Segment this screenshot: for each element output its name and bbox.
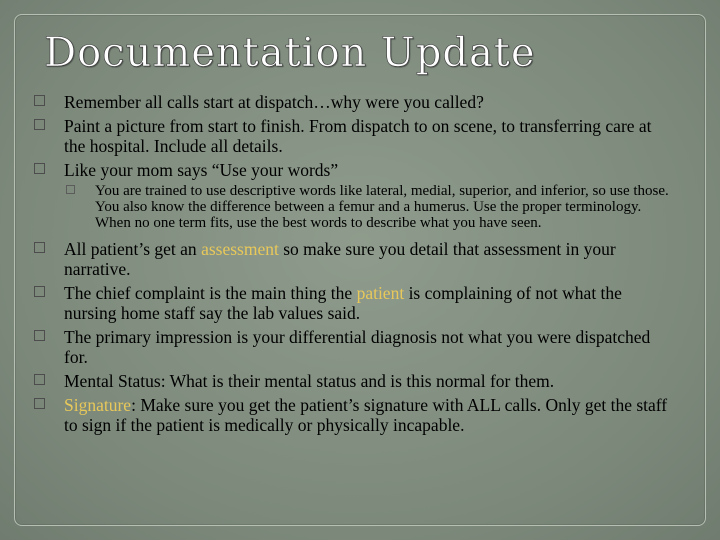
item-text: Paint a picture from start to finish. From dispatch to on scene, to transferring care at the hospital. Include all details. (64, 116, 652, 156)
square-bullet-icon (34, 374, 45, 385)
square-bullet-icon (66, 185, 75, 194)
item-text-post: is complaining of not what the nursing home staff say the lab values said. (64, 283, 622, 323)
item-text-post: so make sure you detail that assessment in your narrative. (64, 239, 616, 279)
square-bullet-icon (34, 242, 45, 253)
square-bullet-icon (34, 398, 45, 409)
item-text: The primary impression is your differential diagnosis not what you were dispatched for. (64, 327, 651, 367)
list-item (34, 239, 674, 279)
sub-item-text: You are trained to use descriptive words like lateral, medial, superior, and inferior, so use those. You also know the difference between a femur and a humerus. Use the proper terminology. When no one term fits, use the best words to describe what you have seen. (95, 183, 669, 231)
item-text: Remember all calls start at dispatch…why were you called? (64, 92, 484, 112)
square-bullet-icon (34, 119, 45, 130)
page-title: Documentation Update (44, 30, 536, 76)
highlighted-term: patient (356, 283, 405, 303)
list-item (34, 327, 674, 367)
sub-list-item (34, 183, 674, 231)
list-item (34, 92, 674, 112)
list-item (34, 395, 674, 435)
item-text-pre: All patient’s get an (64, 239, 202, 259)
list-item (34, 116, 674, 156)
item-text: Mental Status: What is their mental status and is this normal for them. (64, 371, 555, 391)
bullet-list (34, 92, 674, 439)
square-bullet-icon (34, 163, 45, 174)
item-text-post: : Make sure you get the patient’s signature with ALL calls. Only get the staff to sign if the patient is medically or physically incapable. (64, 395, 668, 435)
list-item (34, 160, 674, 180)
list-item (34, 371, 674, 391)
square-bullet-icon (34, 330, 45, 341)
highlighted-term: Signature (64, 395, 132, 415)
item-text: Like your mom says “Use your words” (64, 160, 339, 180)
highlighted-term: assessment (201, 239, 279, 259)
square-bullet-icon (34, 95, 45, 106)
list-item (34, 283, 674, 323)
item-text-pre: The chief complaint is the main thing the (64, 283, 357, 303)
square-bullet-icon (34, 286, 45, 297)
